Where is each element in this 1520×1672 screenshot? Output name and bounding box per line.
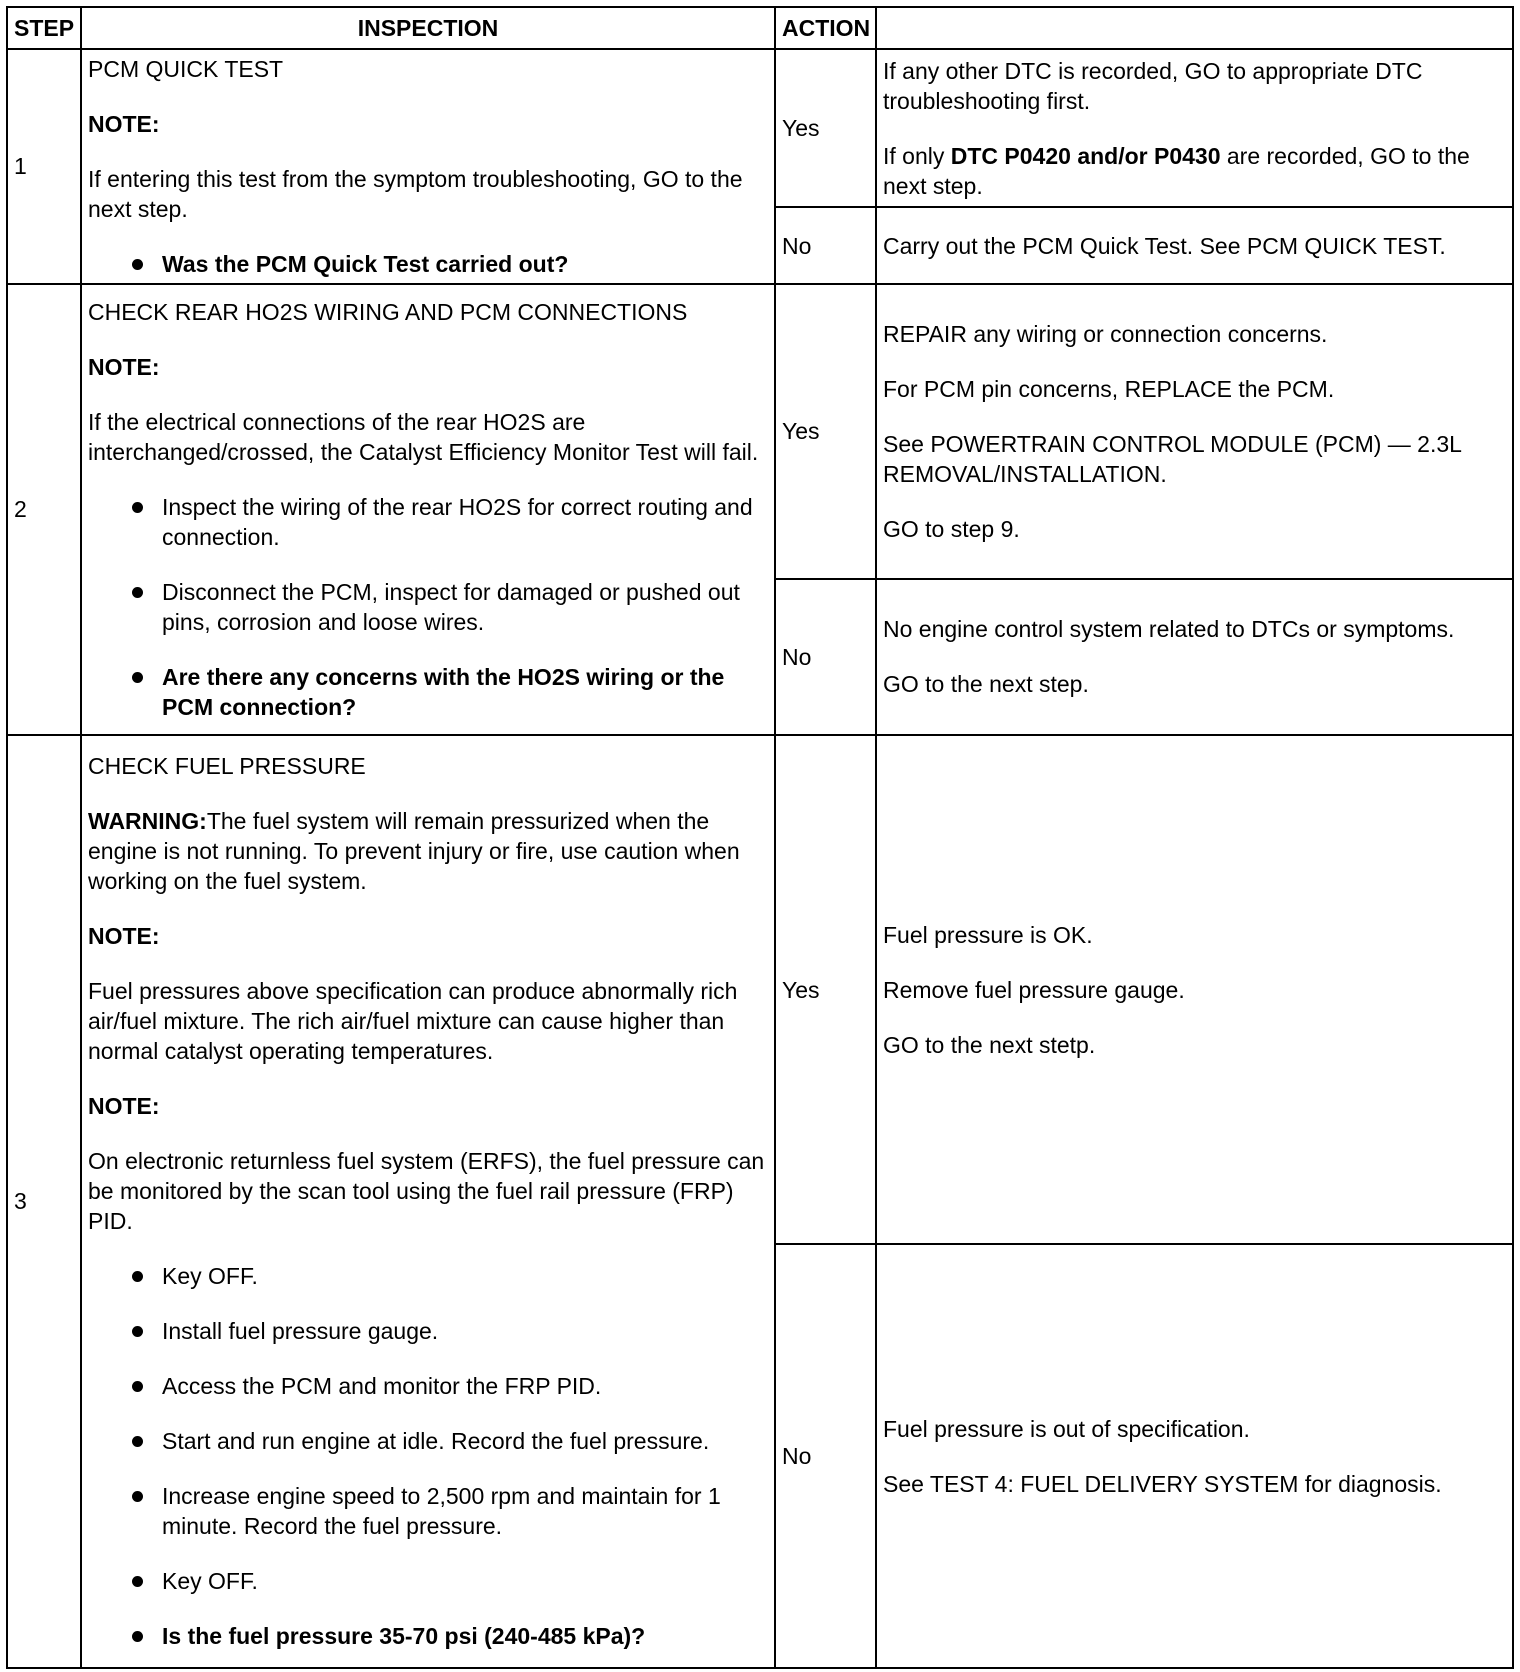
step-2-no-line: GO to the next step. [883,671,1089,698]
step-1-yes-label: Yes [775,49,876,207]
step-3-bullet: Start and run engine at idle. Record the fuel pressure. [132,1426,768,1456]
header-action: ACTION [775,7,876,49]
step-2-no-label: No [775,579,876,735]
step-3-bullet: Increase engine speed to 2,500 rpm and maintain for 1 minute. Record the fuel pressure. [132,1481,768,1541]
step-1-bullets [88,249,768,279]
step-1-yes-p2 [883,141,1506,201]
step-1-note-label: NOTE: [88,110,160,137]
step-2-yes-row [7,284,1513,579]
step-3-note2-text: On electronic returnless fuel system (ERFS), the fuel pressure can be monitored by the scan tool using the fuel rail pressure (FRP) PID. [88,1148,765,1235]
step-1-yes-p2-prefix: If only [883,142,951,169]
step-1-no-action [876,207,1513,284]
step-3-title: CHECK FUEL PRESSURE [88,753,366,780]
step-2-question: Are there any concerns with the HO2S wiring or the PCM connection? [132,662,768,722]
step-1-no-label: No [775,207,876,284]
step-3-question: Is the fuel pressure 35-70 psi (240-485 kPa)? [132,1621,768,1651]
step-2-yes-label: Yes [775,284,876,579]
diagnostic-table [6,6,1514,1669]
step-3-bullet: Access the PCM and monitor the FRP PID. [132,1371,768,1401]
step-2-yes-line: See POWERTRAIN CONTROL MODULE (PCM) — 2.3L REMOVAL/INSTALLATION. [883,430,1462,487]
step-1-note-text: If entering this test from the symptom troubleshooting, GO to the next step. [88,165,743,222]
header-inspection: INSPECTION [81,7,775,49]
step-3-note1-text: Fuel pressures above specification can produce abnormally rich air/fuel mixture. The rich air/fuel mixture can cause higher than normal catalyst operating temperatures. [88,978,738,1065]
step-3-yes-line: GO to the next stetp. [883,1031,1096,1058]
step-2-yes-line: REPAIR any wiring or connection concerns. [883,320,1328,347]
step-3-bullet: Key OFF. [132,1261,768,1291]
step-2-no-line: No engine control system related to DTCs or symptoms. [883,616,1455,643]
step-3-warning-text: The fuel system will remain pressurized when the engine is not running. To prevent injury or fire, use caution when working on the fuel system. [88,808,740,895]
step-3-number: 3 [7,735,81,1668]
step-3-warning-label: WARNING: [88,808,207,835]
step-2-inspection [81,284,775,735]
step-1-yes-p2-dtc: DTC P0420 and/or P0430 [950,142,1221,169]
step-3-bullets [88,1261,768,1651]
step-1-yes-p1: If any other DTC is recorded, GO to appropriate DTC troubleshooting first. [883,57,1423,114]
step-3-yes-row [7,735,1513,1245]
step-1-title: PCM QUICK TEST [88,55,284,82]
step-1-no-text: Carry out the PCM Quick Test. See PCM QUICK TEST. [883,232,1446,259]
step-2-bullets [88,492,768,722]
step-3-warning [88,806,768,896]
step-2-yes-line: GO to step 9. [883,515,1020,542]
step-3-no-line: Fuel pressure is out of specification. [883,1415,1250,1442]
step-3-note1-label: NOTE: [88,923,160,950]
step-2-bullet: Disconnect the PCM, inspect for damaged or pushed out pins, corrosion and loose wires. [132,577,768,637]
step-3-yes-line: Fuel pressure is OK. [883,921,1093,948]
step-2-yes-action [876,284,1513,579]
step-3-bullet: Key OFF. [132,1566,768,1596]
step-3-yes-label: Yes [775,735,876,1245]
step-3-note2-label: NOTE: [88,1093,160,1120]
step-1-number: 1 [7,49,81,284]
step-1-question: Was the PCM Quick Test carried out? [132,249,768,279]
step-2-yes-line: For PCM pin concerns, REPLACE the PCM. [883,375,1335,402]
step-3-no-action [876,1244,1513,1668]
header-step: STEP [7,7,81,49]
step-2-no-action [876,579,1513,735]
step-3-yes-line: Remove fuel pressure gauge. [883,976,1185,1003]
step-3-yes-action [876,735,1513,1245]
step-2-number: 2 [7,284,81,735]
step-1-inspection [81,49,775,284]
step-1-yes-action [876,49,1513,207]
step-3-no-label: No [775,1244,876,1668]
step-1-yes-p2-suffix: are recorded, GO to the next step. [883,142,1470,199]
step-3-bullet: Install fuel pressure gauge. [132,1316,768,1346]
header-result [876,7,1513,49]
step-2-note-label: NOTE: [88,353,160,380]
header-row [7,7,1513,49]
step-2-bullet: Inspect the wiring of the rear HO2S for correct routing and connection. [132,492,768,552]
step-2-title: CHECK REAR HO2S WIRING AND PCM CONNECTIONS [88,298,688,325]
step-3-no-line: See TEST 4: FUEL DELIVERY SYSTEM for diagnosis. [883,1470,1442,1497]
step-1-yes-row [7,49,1513,207]
step-2-note-text: If the electrical connections of the rear HO2S are interchanged/crossed, the Catalyst Efficiency Monitor Test will fail. [88,408,759,465]
step-3-inspection [81,735,775,1668]
